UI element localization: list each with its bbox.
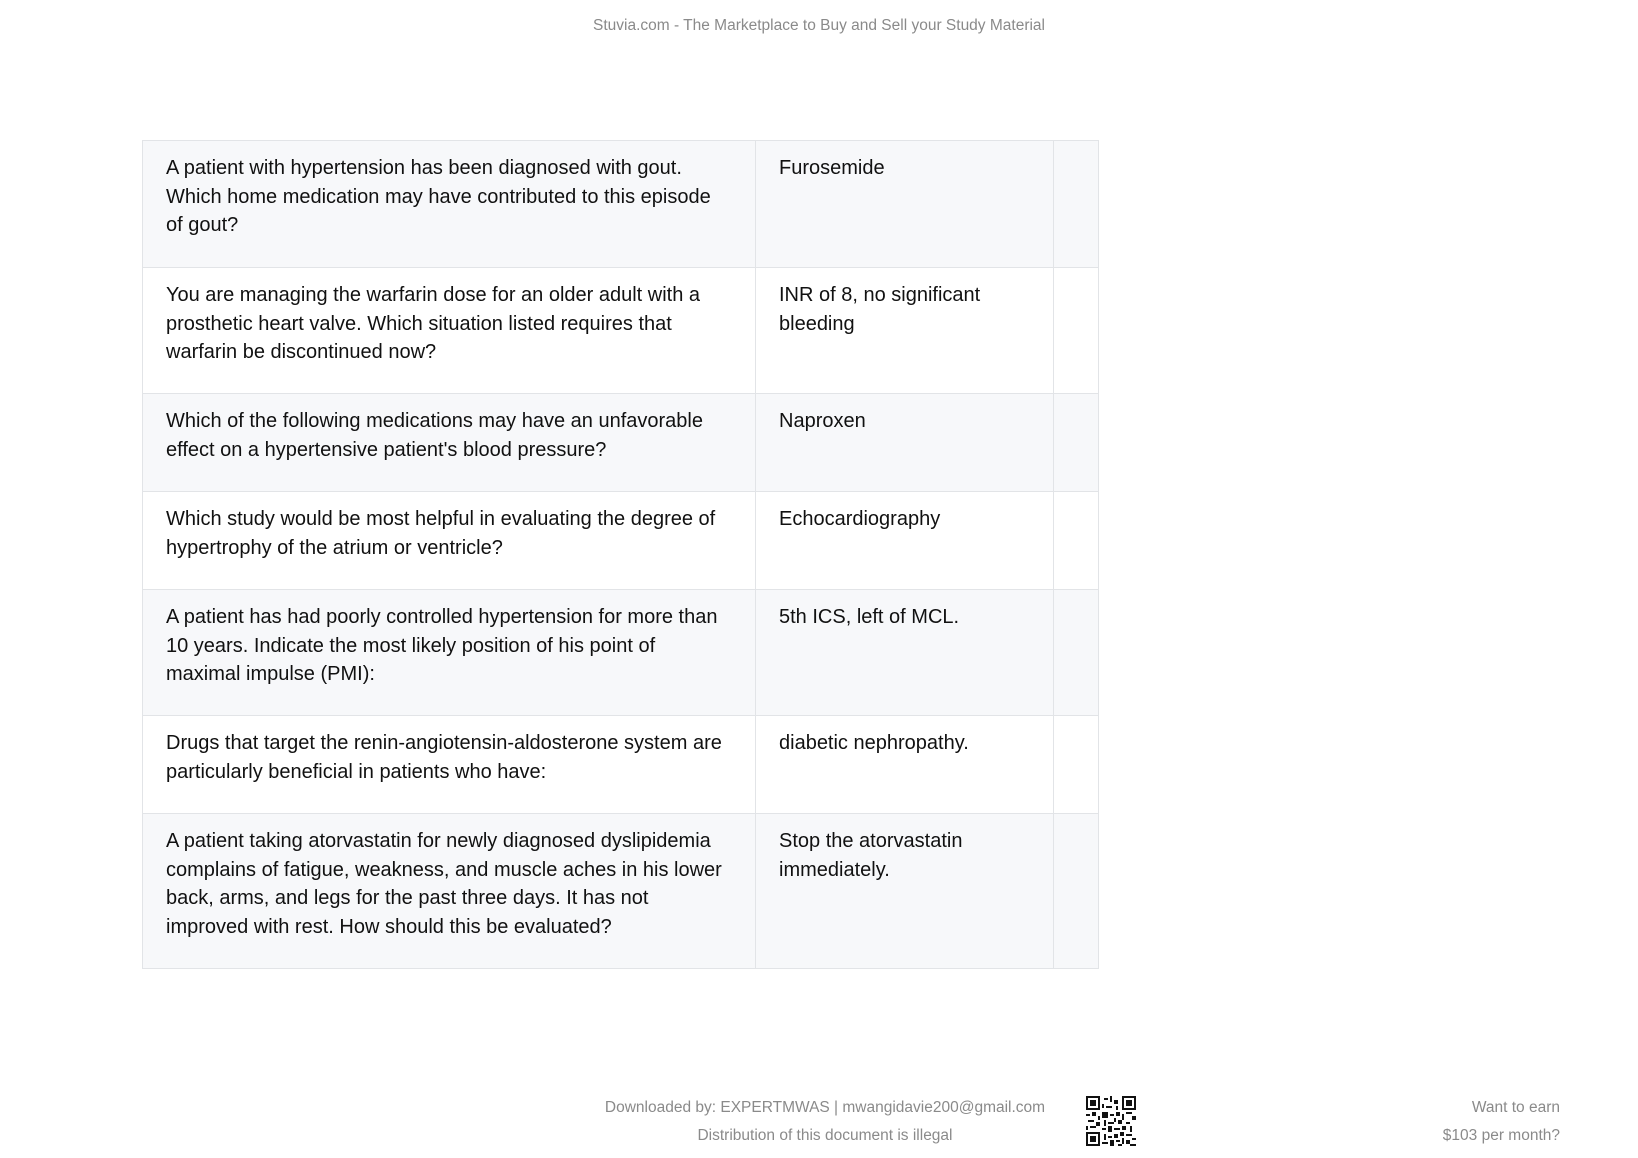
page-header: Stuvia.com - The Marketplace to Buy and Sell your Study Material (592, 17, 1045, 34)
answer-cell: Naproxen (756, 394, 1054, 492)
earn-promo-line2: $103 per month? (1442, 1127, 1560, 1144)
table-row (143, 814, 1099, 969)
table-row (143, 141, 1099, 268)
empty-cell (1054, 141, 1099, 268)
distribution-notice: Distribution of this document is illegal (697, 1127, 953, 1144)
downloaded-by-text: Downloaded by: EXPERTMWAS | mwangidavie200@gmail.com (604, 1099, 1046, 1116)
answer-cell: Echocardiography (756, 492, 1054, 590)
answer-cell: INR of 8, no significant bleeding (756, 268, 1054, 394)
empty-cell (1054, 394, 1099, 492)
answer-cell: Stop the atorvastatin immediately. (756, 814, 1054, 969)
empty-cell (1054, 492, 1099, 590)
table-row (143, 716, 1099, 814)
download-info (560, 1094, 1090, 1150)
qr-code-icon (1086, 1096, 1136, 1146)
earn-promo[interactable] (1443, 1094, 1560, 1150)
earn-promo-line1: Want to earn (1471, 1099, 1560, 1116)
answer-cell: diabetic nephropathy. (756, 716, 1054, 814)
question-cell: Drugs that target the renin-angiotensin-aldosterone system are particularly beneficial in patients who have: (143, 716, 756, 814)
question-cell: A patient has had poorly controlled hypertension for more than 10 years. Indicate the most likely position of his point of maximal impulse (PMI): (143, 590, 756, 716)
question-cell: A patient with hypertension has been diagnosed with gout. Which home medication may have contributed to this episode of gout? (143, 141, 756, 268)
question-cell: Which study would be most helpful in evaluating the degree of hypertrophy of the atrium or ventricle? (143, 492, 756, 590)
empty-cell (1054, 814, 1099, 969)
table-row (143, 590, 1099, 716)
answer-cell: Furosemide (756, 141, 1054, 268)
empty-cell (1054, 716, 1099, 814)
question-cell: Which of the following medications may have an unfavorable effect on a hypertensive patient's blood pressure? (143, 394, 756, 492)
answer-cell: 5th ICS, left of MCL. (756, 590, 1054, 716)
table-row (143, 492, 1099, 590)
qa-table (142, 140, 1099, 969)
table-row (143, 268, 1099, 394)
empty-cell (1054, 268, 1099, 394)
empty-cell (1054, 590, 1099, 716)
question-cell: You are managing the warfarin dose for an older adult with a prosthetic heart valve. Which situation listed requires that warfarin be discontinued now? (143, 268, 756, 394)
question-cell: A patient taking atorvastatin for newly diagnosed dyslipidemia complains of fatigue, weakness, and muscle aches in his lower back, arms, and legs for the past three days. It has not improved with rest. How should this be evaluated? (143, 814, 756, 969)
table-row (143, 394, 1099, 492)
